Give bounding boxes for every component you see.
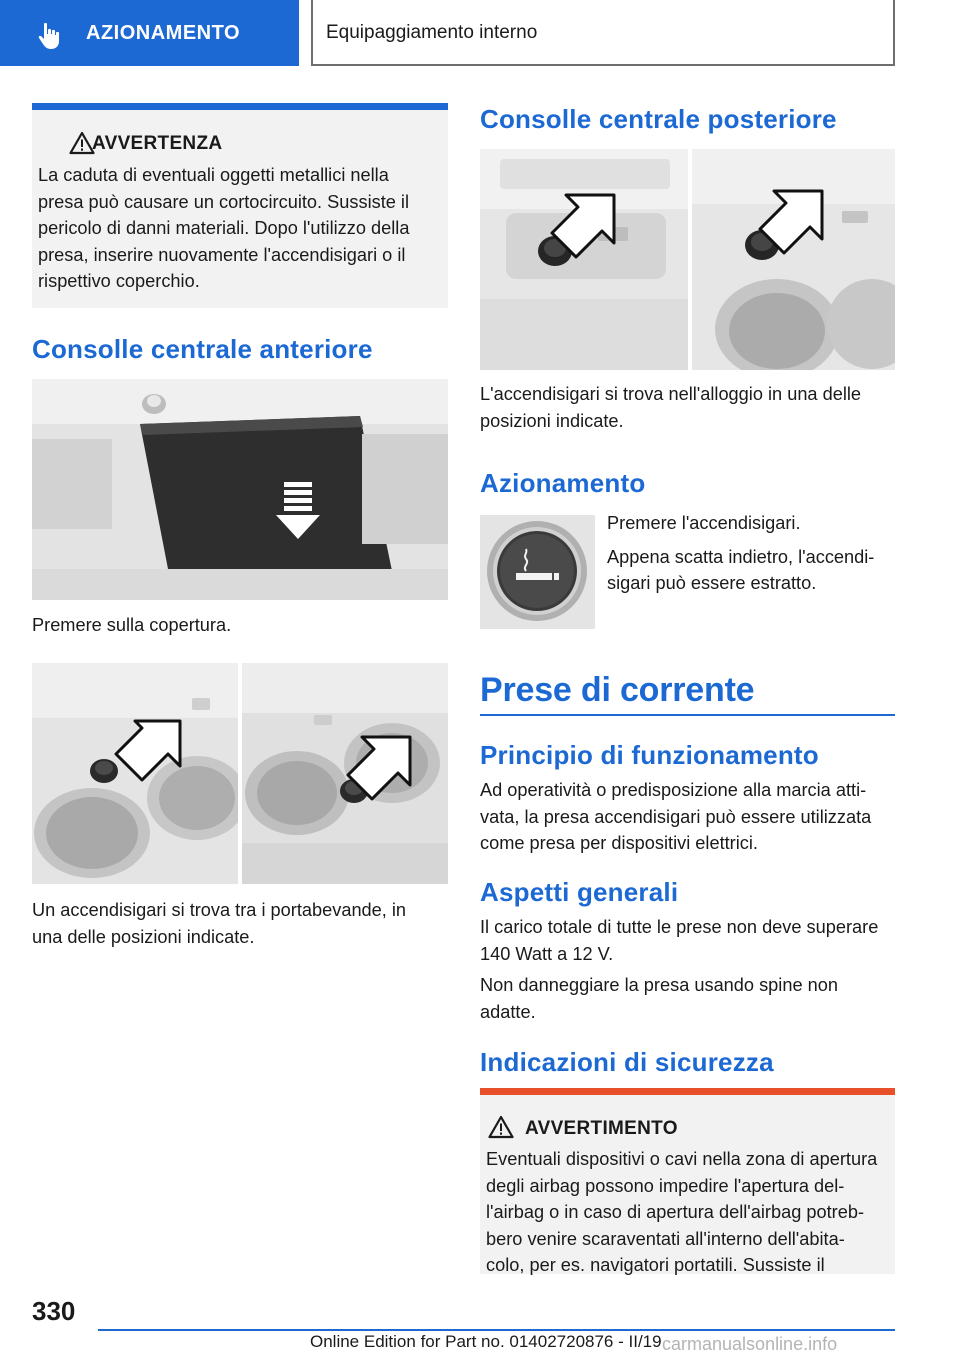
operation-step: sigari può essere estratto.: [607, 573, 817, 594]
warning-title: AVVERTIMENTO: [525, 1118, 678, 1139]
page-number: 330: [32, 1296, 76, 1326]
principle-text: [480, 777, 871, 857]
photo-cupholders-right: [242, 663, 448, 884]
warning-bar: [480, 1088, 895, 1095]
warning-text: [486, 1146, 877, 1279]
operation-step: Premere l'accendisigari.: [607, 513, 801, 533]
text-line: Ad operatività o predisposizione alla marcia atti-: [480, 780, 867, 800]
warning-line: bero venire scaraventati all'interno dell'abita-: [486, 1228, 845, 1249]
photo-rear-console-right: [692, 149, 895, 370]
edition-text: Online Edition for Part no. 01402720876 - II/19: [310, 1332, 662, 1351]
photo-front-console-cover: [32, 379, 448, 600]
heading-general: Aspetti generali: [480, 877, 679, 907]
operation-text: [607, 510, 874, 597]
warning-box-airbag: [480, 1088, 895, 1274]
operation-step: Appena scatta indietro, l'accendi-: [607, 546, 875, 567]
warning-line: colo, per es. navigatori portatili. Sussiste il: [486, 1255, 825, 1276]
caption-cover: Premere sulla copertura.: [32, 615, 232, 635]
text-line: come presa per dispositivi elettrici.: [480, 833, 758, 854]
warning-triangle-icon: [488, 1115, 514, 1139]
caption-line: L'accendisigari si trova nell'alloggio in una delle: [480, 384, 862, 404]
section-tab[interactable]: [0, 0, 299, 66]
watermark-text: carmanualsonline.info: [662, 1334, 838, 1354]
section-title: AZIONAMENTO: [86, 22, 241, 44]
caption-cupholders: [32, 897, 406, 950]
warning-line: Eventuali dispositivi o cavi nella zona di apertura: [486, 1149, 878, 1169]
text-line: vata, la presa accendisigari può essere utilizzata: [480, 806, 872, 827]
text-line: Non danneggiare la presa usando spine non: [480, 975, 838, 995]
heading-operation: Azionamento: [480, 468, 646, 498]
text-line: 140 Watt a 12 V.: [480, 943, 614, 964]
hand-pointer-icon: [38, 22, 64, 50]
warning-line: presa può causare un cortocircuito. Sussiste il: [38, 191, 410, 212]
heading-safety: Indicazioni di sicurezza: [480, 1047, 774, 1077]
text-line: adatte.: [480, 1001, 536, 1022]
caption-line: Un accendisigari si trova tra i portabevande, in: [32, 900, 407, 920]
heading-rule: [480, 714, 895, 716]
warning-line: rispettivo coperchio.: [38, 271, 200, 292]
heading-principle: Principio di funzionamento: [480, 740, 819, 770]
warning-line: pericolo di danni materiali. Dopo l'utilizzo della: [38, 218, 410, 239]
warning-bar: [32, 103, 448, 110]
caption-line: posizioni indicate.: [480, 410, 624, 431]
warning-box-short-circuit: [32, 103, 448, 308]
warning-title: AVVERTENZA: [92, 133, 223, 154]
caption-line: una delle posizioni indicate.: [32, 926, 255, 947]
warning-line: degli airbag possono impedire l'apertura del-: [486, 1175, 845, 1196]
chapter-title: Equipaggiamento interno: [326, 22, 538, 43]
warning-line: presa, inserire nuovamente l'accendisigari o il: [38, 244, 406, 265]
heading-front-console: Consolle centrale anteriore: [32, 334, 373, 364]
warning-line: La caduta di eventuali oggetti metallici nella: [38, 165, 389, 185]
heading-rear-console: Consolle centrale posteriore: [480, 104, 837, 134]
footer-rule: [98, 1329, 895, 1331]
text-line: Il carico totale di tutte le prese non deve superare: [480, 917, 879, 937]
photo-cupholders-left: [32, 663, 238, 884]
warning-line: l'airbag o in caso di apertura dell'airbag potreb-: [486, 1202, 864, 1223]
chapter-header: [311, 0, 895, 66]
general-text: [480, 914, 878, 967]
photo-lighter-button: [480, 515, 595, 629]
warning-text: [38, 162, 409, 295]
caption-rear: [480, 381, 861, 434]
general-text-2: [480, 972, 838, 1025]
photo-rear-console-left: [480, 149, 688, 370]
heading-power-sockets: Prese di corrente: [480, 671, 755, 709]
